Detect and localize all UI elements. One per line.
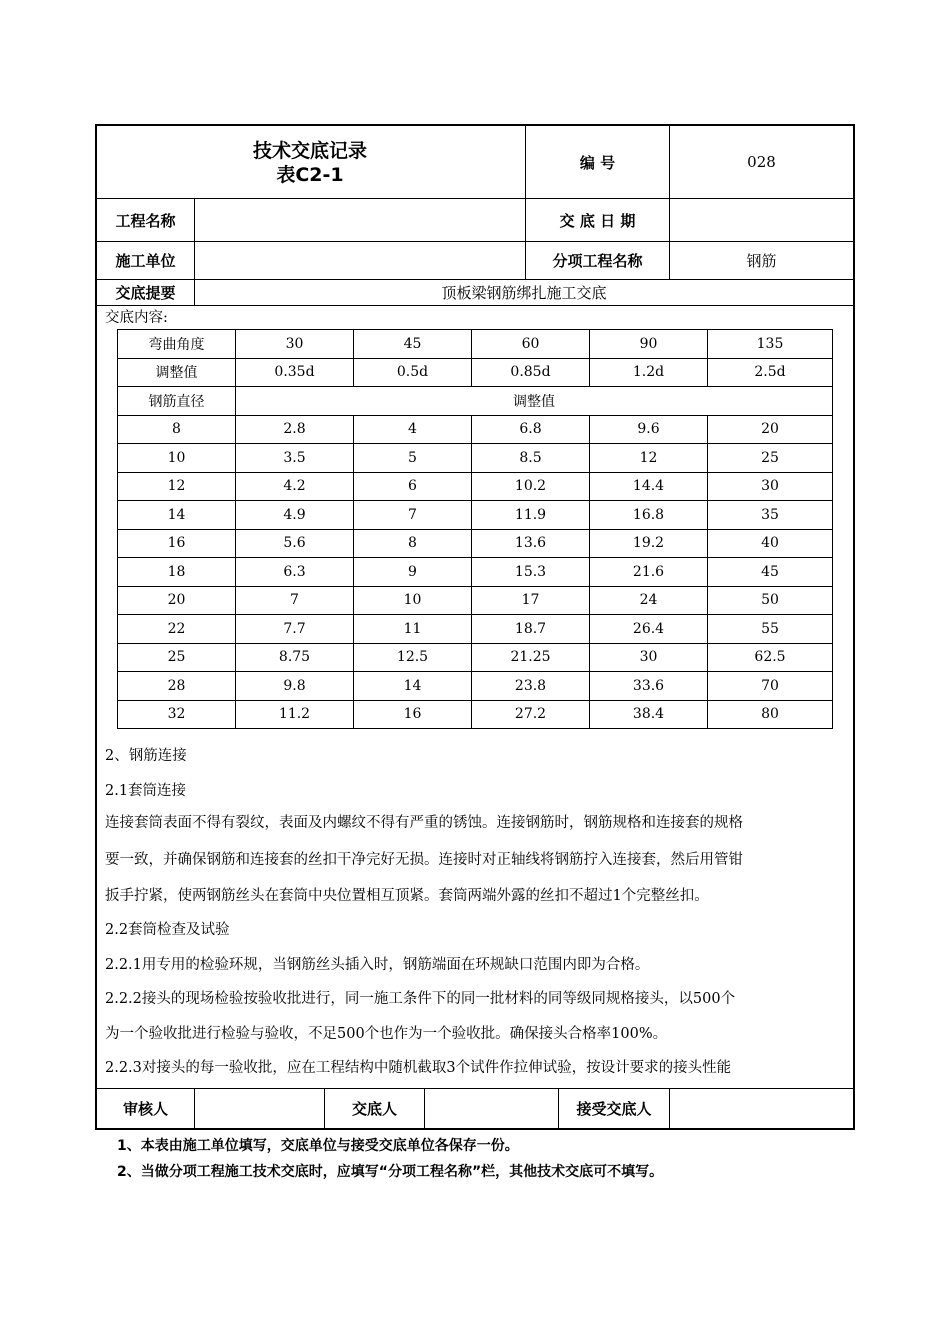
adjust-cell: 1.2d xyxy=(590,358,708,387)
paragraph-line: 扳手拧紧，使两钢筋丝头在套筒中央位置相互顶紧。套筒两端外露的丝扣不超过1个完整丝扣。 xyxy=(105,888,709,904)
paragraph-line: 2.2.2接头的现场检验按验收批进行，同一施工条件下的同一批材料的同等级同规格接头，以500个 xyxy=(105,991,736,1007)
value-cell: 6 xyxy=(354,472,472,501)
table-row xyxy=(118,444,833,473)
value-cell: 7 xyxy=(236,586,354,615)
angle-cell: 60 xyxy=(472,330,590,359)
adjust-cell: 0.35d xyxy=(236,358,354,387)
value-cell: 8.5 xyxy=(472,444,590,473)
adjust-label: 调整值 xyxy=(118,358,236,387)
value-cell: 3.5 xyxy=(236,444,354,473)
value-cell: 25 xyxy=(708,444,833,473)
value-cell: 45 xyxy=(708,558,833,587)
section-heading: 2、钢筋连接 xyxy=(105,748,187,764)
sub-project-label: 分项工程名称 xyxy=(552,252,643,270)
value-cell: 30 xyxy=(708,472,833,501)
table-row xyxy=(118,586,833,615)
diameter-cell: 25 xyxy=(118,643,236,672)
diameter-label: 钢筋直径 xyxy=(118,387,236,416)
date-label: 交 底 日 期 xyxy=(559,211,636,230)
reviewer-label: 审核人 xyxy=(122,1100,168,1118)
diameter-cell: 28 xyxy=(118,672,236,701)
value-cell: 2.8 xyxy=(236,415,354,444)
value-cell: 19.2 xyxy=(590,529,708,558)
diameter-cell: 10 xyxy=(118,444,236,473)
value-cell: 18.7 xyxy=(472,615,590,644)
value-cell: 6.3 xyxy=(236,558,354,587)
value-cell: 21.25 xyxy=(472,643,590,672)
table-row xyxy=(118,615,833,644)
sub-project-field[interactable]: 钢筋 xyxy=(746,252,777,270)
paragraph-line: 2.2.3对接头的每一验收批，应在工程结构中随机截取3个试件作拉伸试验，按设计要求的接头性能 xyxy=(105,1060,732,1076)
value-cell: 40 xyxy=(708,529,833,558)
value-cell: 5.6 xyxy=(236,529,354,558)
value-cell: 33.6 xyxy=(590,672,708,701)
value-cell: 4.9 xyxy=(236,501,354,530)
form-code: 表C2-1 xyxy=(276,164,344,186)
value-cell: 20 xyxy=(708,415,833,444)
table-row xyxy=(118,529,833,558)
value-cell: 50 xyxy=(708,586,833,615)
value-cell: 5 xyxy=(354,444,472,473)
value-cell: 13.6 xyxy=(472,529,590,558)
bend-angle-label: 弯曲角度 xyxy=(118,330,236,359)
value-cell: 10 xyxy=(354,586,472,615)
date-field[interactable] xyxy=(670,199,853,241)
value-cell: 14.4 xyxy=(590,472,708,501)
table-row xyxy=(118,387,833,416)
angle-cell: 30 xyxy=(236,330,354,359)
table-row xyxy=(118,672,833,701)
value-cell: 38.4 xyxy=(590,700,708,729)
construction-unit-field[interactable] xyxy=(195,242,525,279)
table-row xyxy=(118,358,833,387)
presenter-label: 交底人 xyxy=(351,1100,397,1118)
value-cell: 11 xyxy=(354,615,472,644)
diameter-cell: 14 xyxy=(118,501,236,530)
value-cell: 10.2 xyxy=(472,472,590,501)
value-cell: 12.5 xyxy=(354,643,472,672)
adjust-cell: 0.5d xyxy=(354,358,472,387)
value-cell: 9 xyxy=(354,558,472,587)
bend-adjust-table xyxy=(117,329,833,729)
footnote: 1、本表由施工单位填写，交底单位与接受交底单位各保存一份。 xyxy=(117,1138,519,1154)
value-cell: 14 xyxy=(354,672,472,701)
content-label: 交底内容: xyxy=(105,310,168,326)
table-row xyxy=(118,415,833,444)
paragraph-line: 为一个验收批进行检验与验收，不足500个也作为一个验收批。确保接头合格率100%。 xyxy=(105,1026,668,1042)
table-row xyxy=(118,472,833,501)
value-cell: 24 xyxy=(590,586,708,615)
summary-field[interactable]: 顶板梁钢筋绑扎施工交底 xyxy=(441,284,607,302)
angle-cell: 90 xyxy=(590,330,708,359)
value-cell: 15.3 xyxy=(472,558,590,587)
summary-label: 交底提要 xyxy=(115,284,176,302)
table-row xyxy=(118,700,833,729)
value-cell: 26.4 xyxy=(590,615,708,644)
value-cell: 21.6 xyxy=(590,558,708,587)
angle-cell: 45 xyxy=(354,330,472,359)
construction-unit-label: 施工单位 xyxy=(115,252,176,270)
value-cell: 12 xyxy=(590,444,708,473)
value-cell: 11.2 xyxy=(236,700,354,729)
value-cell: 6.8 xyxy=(472,415,590,444)
value-cell: 4.2 xyxy=(236,472,354,501)
value-cell: 8 xyxy=(354,529,472,558)
paragraph-line: 2.2.1用专用的检验环规，当钢筋丝头插入时，钢筋端面在环规缺口范围内即为合格。 xyxy=(105,957,650,973)
table-row xyxy=(118,330,833,359)
diameter-cell: 16 xyxy=(118,529,236,558)
table-row xyxy=(118,558,833,587)
project-name-field[interactable] xyxy=(195,199,525,241)
value-cell: 9.8 xyxy=(236,672,354,701)
diameter-cell: 8 xyxy=(118,415,236,444)
number-value[interactable]: 028 xyxy=(747,153,776,171)
value-cell: 80 xyxy=(708,700,833,729)
receiver-field[interactable] xyxy=(670,1089,853,1128)
angle-cell: 135 xyxy=(708,330,833,359)
diameter-cell: 20 xyxy=(118,586,236,615)
paragraph-line: 连接套筒表面不得有裂纹，表面及内螺纹不得有严重的锈蚀。连接钢筋时，钢筋规格和连接套的规格 xyxy=(105,815,743,831)
paragraph-line: 要一致，并确保钢筋和连接套的丝扣干净完好无损。连接时对正轴线将钢筋拧入连接套，然后用管钳 xyxy=(105,852,743,868)
value-cell: 17 xyxy=(472,586,590,615)
footnote: 2、当做分项工程施工技术交底时，应填写“分项工程名称”栏，其他技术交底可不填写。 xyxy=(117,1164,664,1180)
value-cell: 35 xyxy=(708,501,833,530)
value-cell: 7 xyxy=(354,501,472,530)
adjust-header: 调整值 xyxy=(236,387,833,416)
diameter-cell: 18 xyxy=(118,558,236,587)
sub-heading: 2.1套筒连接 xyxy=(105,783,187,799)
table-row xyxy=(118,643,833,672)
sub-heading: 2.2套筒检查及试验 xyxy=(105,922,230,938)
project-name-label: 工程名称 xyxy=(115,211,176,230)
value-cell: 55 xyxy=(708,615,833,644)
form-title: 技术交底记录 xyxy=(252,140,367,162)
diameter-cell: 12 xyxy=(118,472,236,501)
value-cell: 8.75 xyxy=(236,643,354,672)
diameter-cell: 22 xyxy=(118,615,236,644)
value-cell: 16.8 xyxy=(590,501,708,530)
value-cell: 23.8 xyxy=(472,672,590,701)
table-row xyxy=(118,501,833,530)
value-cell: 30 xyxy=(590,643,708,672)
value-cell: 62.5 xyxy=(708,643,833,672)
value-cell: 27.2 xyxy=(472,700,590,729)
value-cell: 70 xyxy=(708,672,833,701)
diameter-cell: 32 xyxy=(118,700,236,729)
value-cell: 11.9 xyxy=(472,501,590,530)
presenter-field[interactable] xyxy=(425,1089,558,1128)
value-cell: 9.6 xyxy=(590,415,708,444)
value-cell: 4 xyxy=(354,415,472,444)
value-cell: 16 xyxy=(354,700,472,729)
row-divider xyxy=(95,305,855,306)
reviewer-field[interactable] xyxy=(195,1089,324,1128)
adjust-cell: 0.85d xyxy=(472,358,590,387)
adjust-cell: 2.5d xyxy=(708,358,833,387)
number-label: 编 号 xyxy=(579,153,616,172)
value-cell: 7.7 xyxy=(236,615,354,644)
receiver-label: 接受交底人 xyxy=(576,1100,652,1118)
